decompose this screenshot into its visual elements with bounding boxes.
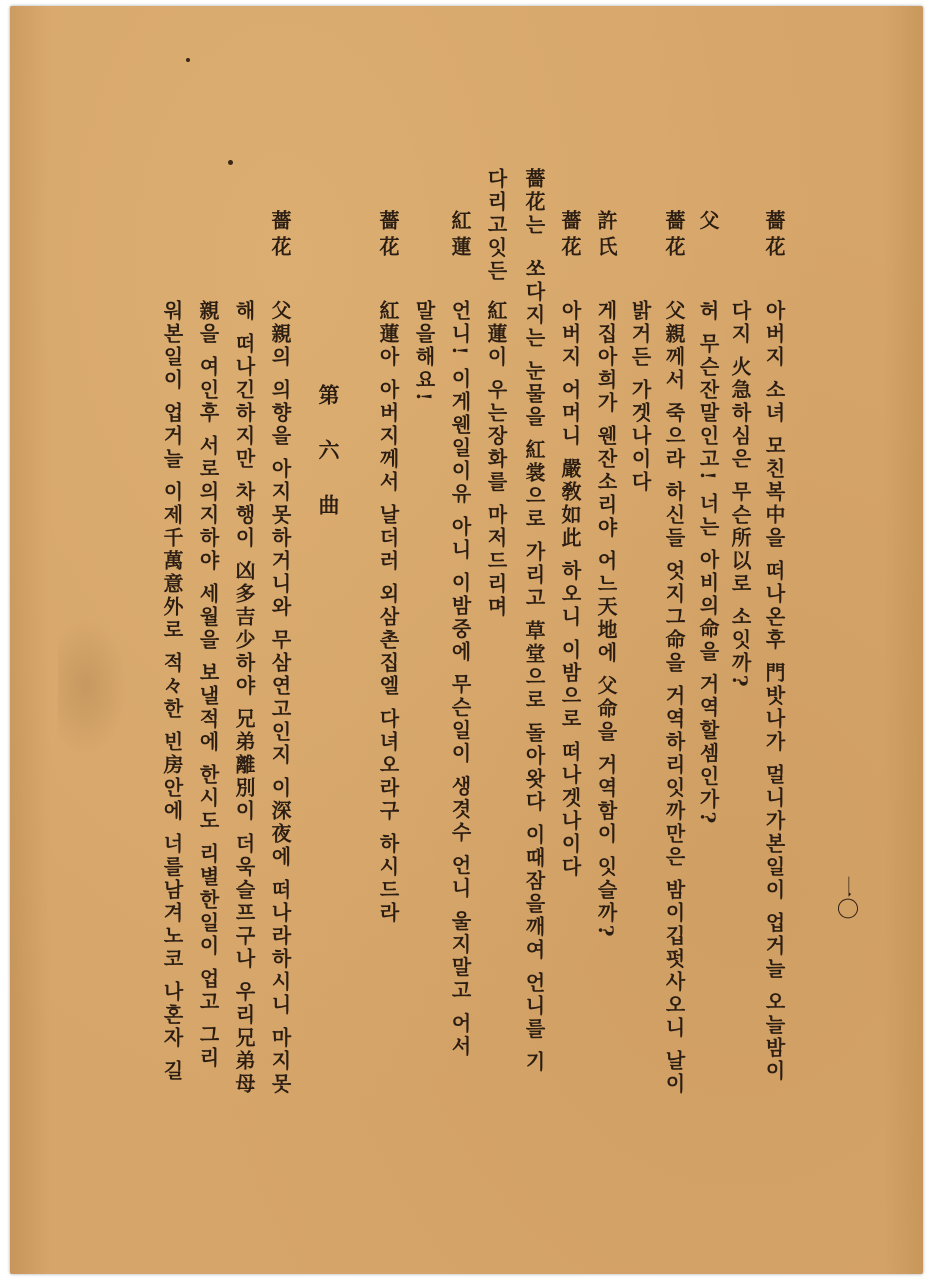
speaker-label: 薔花: [376, 210, 400, 262]
text-column: 언니! 이게웬일이유 아니 이밤중에 무슨일이 생겻수 언니 울지말고 어서: [448, 300, 472, 1059]
speaker-label: 紅蓮: [448, 210, 472, 262]
text-column: 쏘다지는 눈물을 紅裳으로 가리고 草堂으로 돌아왓다 이때잠을깨여 언니를 기: [522, 258, 546, 1074]
text-column: 게집아희가 웬잔소리야 어느天地에 父命을 거역함이 잇슬까?: [594, 300, 618, 940]
text-column: 해 떠나긴하지만 차행이 凶多吉少하야 兄弟離別이 더욱슬프구나 우리兄弟母: [232, 300, 256, 1096]
ink-spot: [228, 160, 233, 165]
text-column: 밝거든 가겟나이다: [628, 300, 652, 494]
text-column: 말을해요!: [412, 300, 436, 404]
speaker-label: 父: [696, 210, 720, 236]
text-column: 紅蓮이 우는장화를 마저드리며: [484, 300, 508, 619]
text-column: 父親께서 죽으라 하신들 엇지그命을 거역하리잇까만은 밤이깁펏사오니 날이: [662, 300, 686, 1096]
speaker-label: 薔花: [268, 210, 292, 262]
page-number: 一〇: [833, 875, 859, 920]
text-column: 워본일이 업거늘 이제千萬意外로 적々한 빈房안에 너를남겨노코 나혼자 길: [160, 300, 184, 1083]
speaker-label: 薔花: [558, 210, 582, 262]
speaker-label: 다리고잇든: [484, 168, 508, 283]
paper-crease: [58, 616, 128, 756]
ink-spot: [186, 58, 190, 62]
text-column: 아버지 소녀 모친복中을 떠나온후 門밧나가 멀니가본일이 업거늘 오늘밤이: [762, 300, 786, 1083]
speaker-label: 薔花: [662, 210, 686, 262]
text-column: 親을 여인후 서로의지하야 세월을 보낼적에 한시도 리별한일이 업고 그리: [196, 300, 220, 1070]
section-heading: 第六曲: [316, 384, 341, 549]
text-column: 아버지 어머니 嚴敎如此 하오니 이밤으로 떠나겟나이다: [558, 300, 582, 879]
text-column: 허 무슨잔말인고! 너는 아비의命을 거역할셈인가?: [696, 300, 720, 827]
text-column: 紅蓮아 아버지께서 날더러 외삼촌집엘 다녀오라구 하시드라: [376, 300, 400, 925]
text-column: 다지 火急하심은 무슨所以로 소잇까?: [728, 300, 752, 690]
speaker-label: 薔花는: [522, 168, 546, 237]
text-column: 父親의 의향을 아지못하거니와 무삼연고인지 이深夜에 떠나라하시니 마지못: [268, 300, 292, 1096]
speaker-label: 許氏: [594, 210, 618, 262]
speaker-label: 薔花: [762, 210, 786, 262]
